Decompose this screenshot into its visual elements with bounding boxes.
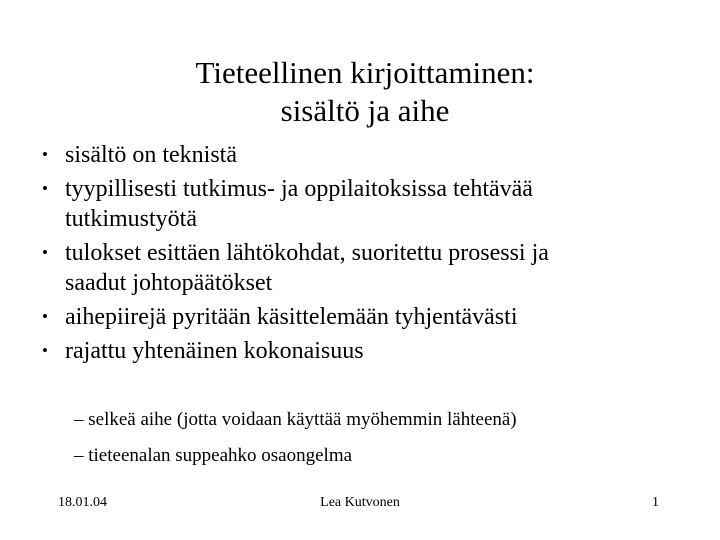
bullet-item	[40, 336, 680, 366]
footer-date: 18.01.04	[58, 495, 107, 510]
footer-page-number: 1	[652, 495, 659, 510]
bullet-text: sisältö on teknistä	[65, 142, 237, 168]
sub-bullet-list	[74, 408, 674, 480]
bullet-list	[40, 140, 680, 370]
footer-author: Lea Kutvonen	[320, 495, 400, 510]
bullet-text: aihepiirejä pyritään käsittelemään tyhjentävästi	[65, 304, 518, 330]
bullet-marker: •	[42, 341, 48, 360]
slide-title-line-2: sisältö ja aihe	[280, 93, 450, 128]
bullet-text: tulokset esittäen lähtökohdat, suoritettu prosessi ja	[65, 240, 549, 266]
slide-title-line-1: Tieteellinen kirjoittaminen:	[195, 55, 535, 90]
bullet-text-continued: saadut johtopäätökset	[65, 270, 273, 296]
bullet-item	[40, 140, 680, 170]
bullet-text: tyypillisesti tutkimus- ja oppilaitoksissa tehtävää	[65, 176, 533, 202]
bullet-marker: •	[42, 179, 48, 198]
bullet-text: rajattu yhtenäinen kokonaisuus	[65, 338, 364, 364]
bullet-marker: •	[42, 145, 48, 164]
slide-title	[100, 54, 630, 130]
bullet-marker: •	[42, 243, 48, 262]
bullet-item	[40, 302, 680, 332]
sub-bullet-item: – selkeä aihe (jotta voidaan käyttää myöhemmin lähteenä)	[74, 409, 517, 430]
bullet-item	[40, 174, 680, 234]
bullet-text-continued: tutkimustyötä	[65, 206, 197, 232]
bullet-item	[40, 238, 680, 298]
bullet-marker: •	[42, 307, 48, 326]
sub-bullet-item: – tieteenalan suppeahko osaongelma	[74, 445, 353, 466]
